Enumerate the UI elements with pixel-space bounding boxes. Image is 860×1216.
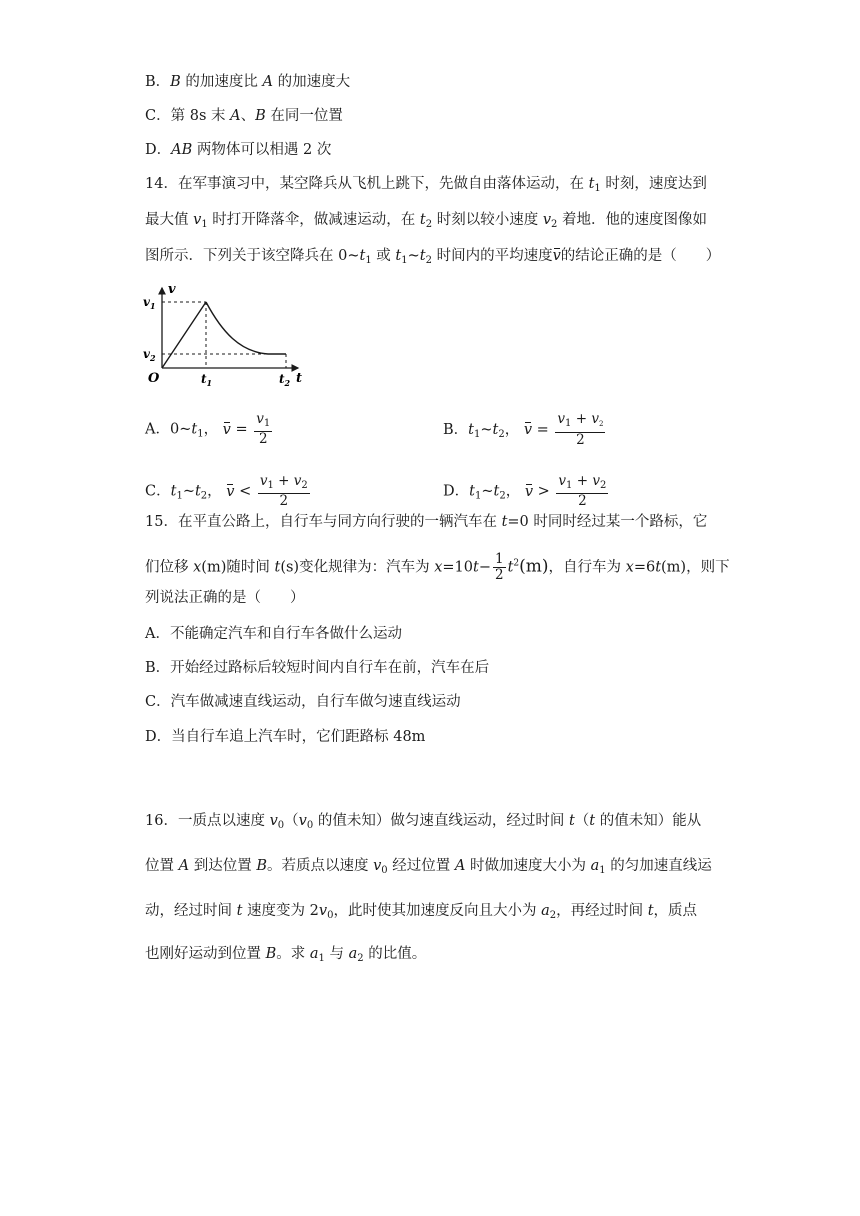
option-label: C． [145, 483, 171, 500]
q16-stem-line3 [145, 901, 697, 926]
stem-text: =0 时同时经过某一个路标，它 [507, 514, 708, 530]
mean-velocity-symbol: v [523, 422, 533, 438]
q15-option-c: C．汽车做减速直线运动，自行车做匀速直线运动 [145, 694, 461, 710]
v2-label: $v_2$ [143, 347, 156, 363]
q15-option-d: D．当自行车追上汽车时，它们距路标 48m [145, 729, 426, 745]
stem-text: ~ [407, 248, 420, 264]
math-sub: 2 [598, 420, 604, 428]
math-sub: 1 [201, 219, 208, 230]
option-text: ~ [182, 483, 195, 500]
relation: = [235, 421, 248, 438]
stem-text: 着地．他的速度图像如 [557, 212, 708, 228]
option-text: ~ [480, 422, 493, 438]
q13-option-b [145, 72, 350, 92]
math-var: A [230, 108, 241, 124]
option-text: ， [505, 483, 521, 500]
stem-text: 时间内的平均速度 [431, 248, 553, 264]
math-sub: 2 [551, 219, 558, 230]
math-var: v [269, 813, 278, 829]
stem-text: 的结论正确的是（ ） [560, 248, 721, 264]
math-var: a [541, 903, 550, 919]
q15-stem-line3: 列说法正确的是（ ） [145, 590, 305, 606]
option-text: ， [203, 421, 219, 438]
coefficient: 2 [309, 903, 319, 919]
option-text: ~ [481, 483, 494, 500]
fraction [254, 412, 272, 447]
math-sub: 0 [306, 820, 314, 831]
option-label: A． [145, 421, 170, 438]
stem-text: 速度变为 [242, 903, 310, 919]
math-var: t [655, 559, 662, 576]
q15-stem-line1 [145, 512, 707, 532]
option-label: B． [443, 422, 469, 438]
y-axis-label: v [168, 282, 176, 297]
math-sub: 1 [401, 255, 408, 266]
stem-text: ，此时使其加速度反向且大小为 [333, 903, 542, 919]
t1-label: $t_1$ [201, 372, 213, 388]
math-var: t [468, 422, 474, 438]
relation: = [536, 422, 549, 438]
math-sub: 0 [277, 820, 285, 831]
math-var: t [469, 483, 475, 500]
stem-text: 15．在平直公路上，自行车与同方向行驶的一辆汽车在 [145, 514, 502, 530]
math-var: A [454, 858, 466, 874]
mean-velocity-symbol: v [222, 421, 231, 438]
stem-text: 时刻，速度达到 [600, 176, 707, 192]
q16-stem-line1 [145, 811, 701, 836]
denominator: 2 [494, 567, 504, 583]
math-sub: 1 [263, 418, 271, 429]
math-var: v [298, 813, 307, 829]
math-sub: 2 [357, 953, 364, 964]
stem-text: ，再经过时间 [556, 903, 648, 919]
stem-text: 位置 [145, 858, 179, 874]
stem-text: 14．在军事演习中，某空降兵从飞机上跳下，先做自由落体运动，在 [145, 176, 589, 192]
math-var: v [557, 411, 566, 427]
stem-text: (m)随时间 [201, 559, 275, 576]
math-var: v [193, 212, 202, 228]
stem-text: 图所示．下列关于该空降兵在 0~ [145, 248, 360, 264]
math-var: x [625, 559, 634, 576]
fraction [258, 474, 310, 509]
mean-velocity-symbol: v [552, 248, 561, 264]
math-sub: 1 [474, 490, 482, 502]
stem-text: 或 [371, 248, 396, 264]
q14-option-d [443, 474, 610, 509]
plus: + [273, 473, 294, 489]
math-var: v [293, 473, 302, 489]
stem-text: 的值未知）能从 [595, 813, 702, 829]
math-sub: 1 [176, 490, 183, 502]
math-sub: 2 [200, 490, 208, 502]
option-text: ， [504, 422, 520, 438]
stem-text: 也刚好运动到位置 [145, 946, 266, 962]
q16-stem-line2 [145, 856, 712, 881]
math-var: t [501, 514, 508, 530]
option-text: 在同一位置 [265, 108, 343, 124]
q13-option-d [145, 140, 331, 160]
mean-velocity-symbol: v [226, 483, 235, 500]
math-var: x [434, 559, 443, 576]
math-sub: 2 [498, 429, 505, 440]
math-var: t [170, 483, 177, 500]
stem-text: =6 [633, 559, 656, 576]
math-var: t [568, 813, 575, 829]
q15-option-a: A．不能确定汽车和自行车各做什么运动 [145, 626, 402, 642]
relation: > [537, 483, 550, 500]
stem-text: （ [574, 813, 590, 829]
math-sub: 2 [599, 480, 607, 491]
math-sub: 1 [599, 865, 606, 876]
math-sub: 0 [381, 865, 388, 876]
q15-stem-line2 [145, 552, 730, 583]
denominator: 2 [576, 432, 585, 448]
mean-velocity-symbol: v [524, 483, 534, 500]
stem-text: 时做加速度大小为 [465, 858, 591, 874]
math-var: A [178, 858, 190, 874]
math-var: B [255, 108, 266, 124]
option-text: 的加速度比 [180, 74, 263, 90]
math-var: v [373, 858, 382, 874]
stem-text: 。若质点以速度 [266, 858, 374, 874]
math-var: t [589, 813, 596, 829]
math-var: v [591, 411, 599, 427]
math-sub: 2 [425, 219, 433, 230]
plus: + [572, 473, 593, 489]
option-text: 第 8s 末 [170, 108, 231, 124]
math-var: t [472, 559, 479, 576]
math-var: v [558, 473, 567, 489]
math-sub: 2 [549, 910, 557, 921]
fraction [556, 474, 608, 509]
math-var: t [493, 483, 500, 500]
math-var: B [265, 946, 277, 962]
q14-stem-line3 [145, 246, 720, 271]
math-var: t [419, 248, 426, 264]
math-sub: 2 [425, 255, 432, 266]
math-sub: 1 [318, 953, 325, 964]
q14-stem-line2 [145, 210, 707, 235]
math-var: t [419, 212, 426, 228]
deceleration-curve [206, 302, 286, 354]
numerator: 1 [494, 551, 504, 567]
math-sub: 1 [365, 255, 372, 266]
math-sub: 1 [473, 429, 481, 440]
math-sub: 1 [267, 480, 274, 491]
math-var: v [256, 411, 264, 427]
q14-option-c [145, 474, 312, 509]
math-var: t [236, 903, 243, 919]
stem-text: =10 [442, 559, 473, 576]
denominator: 2 [279, 493, 289, 509]
q16-stem-line4 [145, 944, 426, 969]
stem-text: 。求 [276, 946, 310, 962]
math-var: a [348, 946, 358, 962]
origin-label: O [148, 371, 160, 386]
math-var: t [274, 559, 281, 576]
t2-label: $t_2$ [279, 372, 291, 388]
math-var: v [318, 903, 328, 919]
math-var: t [395, 248, 402, 264]
stem-text: ，质点 [653, 903, 698, 919]
stem-text: 动，经过时间 [145, 903, 237, 919]
math-var: a [590, 858, 600, 874]
option-text: ， [207, 483, 222, 500]
math-sub: 2 [301, 480, 308, 491]
math-var: t [647, 903, 654, 919]
math-var: A [262, 74, 274, 90]
math-sub: 2 [499, 490, 506, 502]
stem-text: − [478, 559, 491, 576]
stem-text: 与 [324, 946, 349, 962]
math-var: v [592, 473, 600, 489]
math-var: t [492, 422, 499, 438]
stem-text: 们位移 [145, 559, 194, 576]
math-var: t [507, 559, 514, 576]
math-var: t [359, 248, 366, 264]
stem-text: 的值未知）做匀速直线运动，经过时间 [313, 813, 569, 829]
relation: < [239, 483, 252, 500]
velocity-time-graph [140, 282, 310, 390]
q14-option-b [443, 412, 607, 448]
stem-text: （ [284, 813, 299, 829]
math-var: v [542, 212, 552, 228]
fraction [555, 412, 605, 448]
math-sub: 0 [327, 910, 334, 921]
math-sub: 1 [566, 480, 573, 491]
math-var: a [309, 946, 319, 962]
stem-text: 的匀加速直线运 [605, 858, 712, 874]
stem-text: 经过位置 [387, 858, 455, 874]
option-text: 、 [240, 108, 256, 124]
fraction [493, 552, 506, 583]
math-var: t [191, 421, 198, 438]
stem-text: 时刻以较小速度 [432, 212, 543, 228]
math-var: t [194, 483, 201, 500]
unit: (m) [519, 556, 549, 577]
option-label: D． [145, 142, 172, 158]
option-label: B． [145, 74, 171, 90]
q13-option-c [145, 106, 343, 126]
denominator: 2 [258, 431, 268, 447]
q15-option-b: B．开始经过路标后较短时间内自行车在前，汽车在后 [145, 660, 490, 676]
math-var: B [256, 858, 267, 874]
stem-text: (s)变化规律为：汽车为 [280, 559, 435, 576]
q14-option-a [145, 412, 274, 447]
option-label: D． [443, 483, 470, 500]
x-axis-label: t [296, 371, 303, 386]
math-var: t [588, 176, 595, 192]
math-sub: 1 [594, 183, 601, 194]
v1-label: $v_1$ [143, 295, 156, 311]
option-text: 两物体可以相遇 2 次 [192, 142, 332, 158]
stem-text: 16．一质点以速度 [145, 813, 270, 829]
stem-text: 最大值 [145, 212, 194, 228]
stem-text: (m)，则下 [661, 559, 730, 576]
option-label: C． [145, 108, 171, 124]
stem-text: ，自行车为 [548, 559, 626, 576]
math-sub: 1 [565, 418, 572, 429]
option-text: 0~ [169, 421, 192, 438]
math-sup: 2 [513, 558, 520, 569]
freefall-segment [162, 302, 206, 368]
math-sub: 1 [197, 428, 204, 440]
math-var: AB [171, 142, 193, 158]
q14-stem-line1 [145, 174, 707, 199]
stem-text: 时打开降落伞，做减速运动，在 [207, 212, 420, 228]
stem-text: 的比值。 [363, 946, 427, 962]
plus: + [571, 411, 592, 427]
option-text: 的加速度大 [273, 74, 351, 90]
math-var: B [170, 74, 181, 90]
stem-text: 到达位置 [189, 858, 257, 874]
math-var: x [193, 559, 202, 576]
denominator: 2 [578, 493, 587, 509]
math-var: v [259, 473, 268, 489]
